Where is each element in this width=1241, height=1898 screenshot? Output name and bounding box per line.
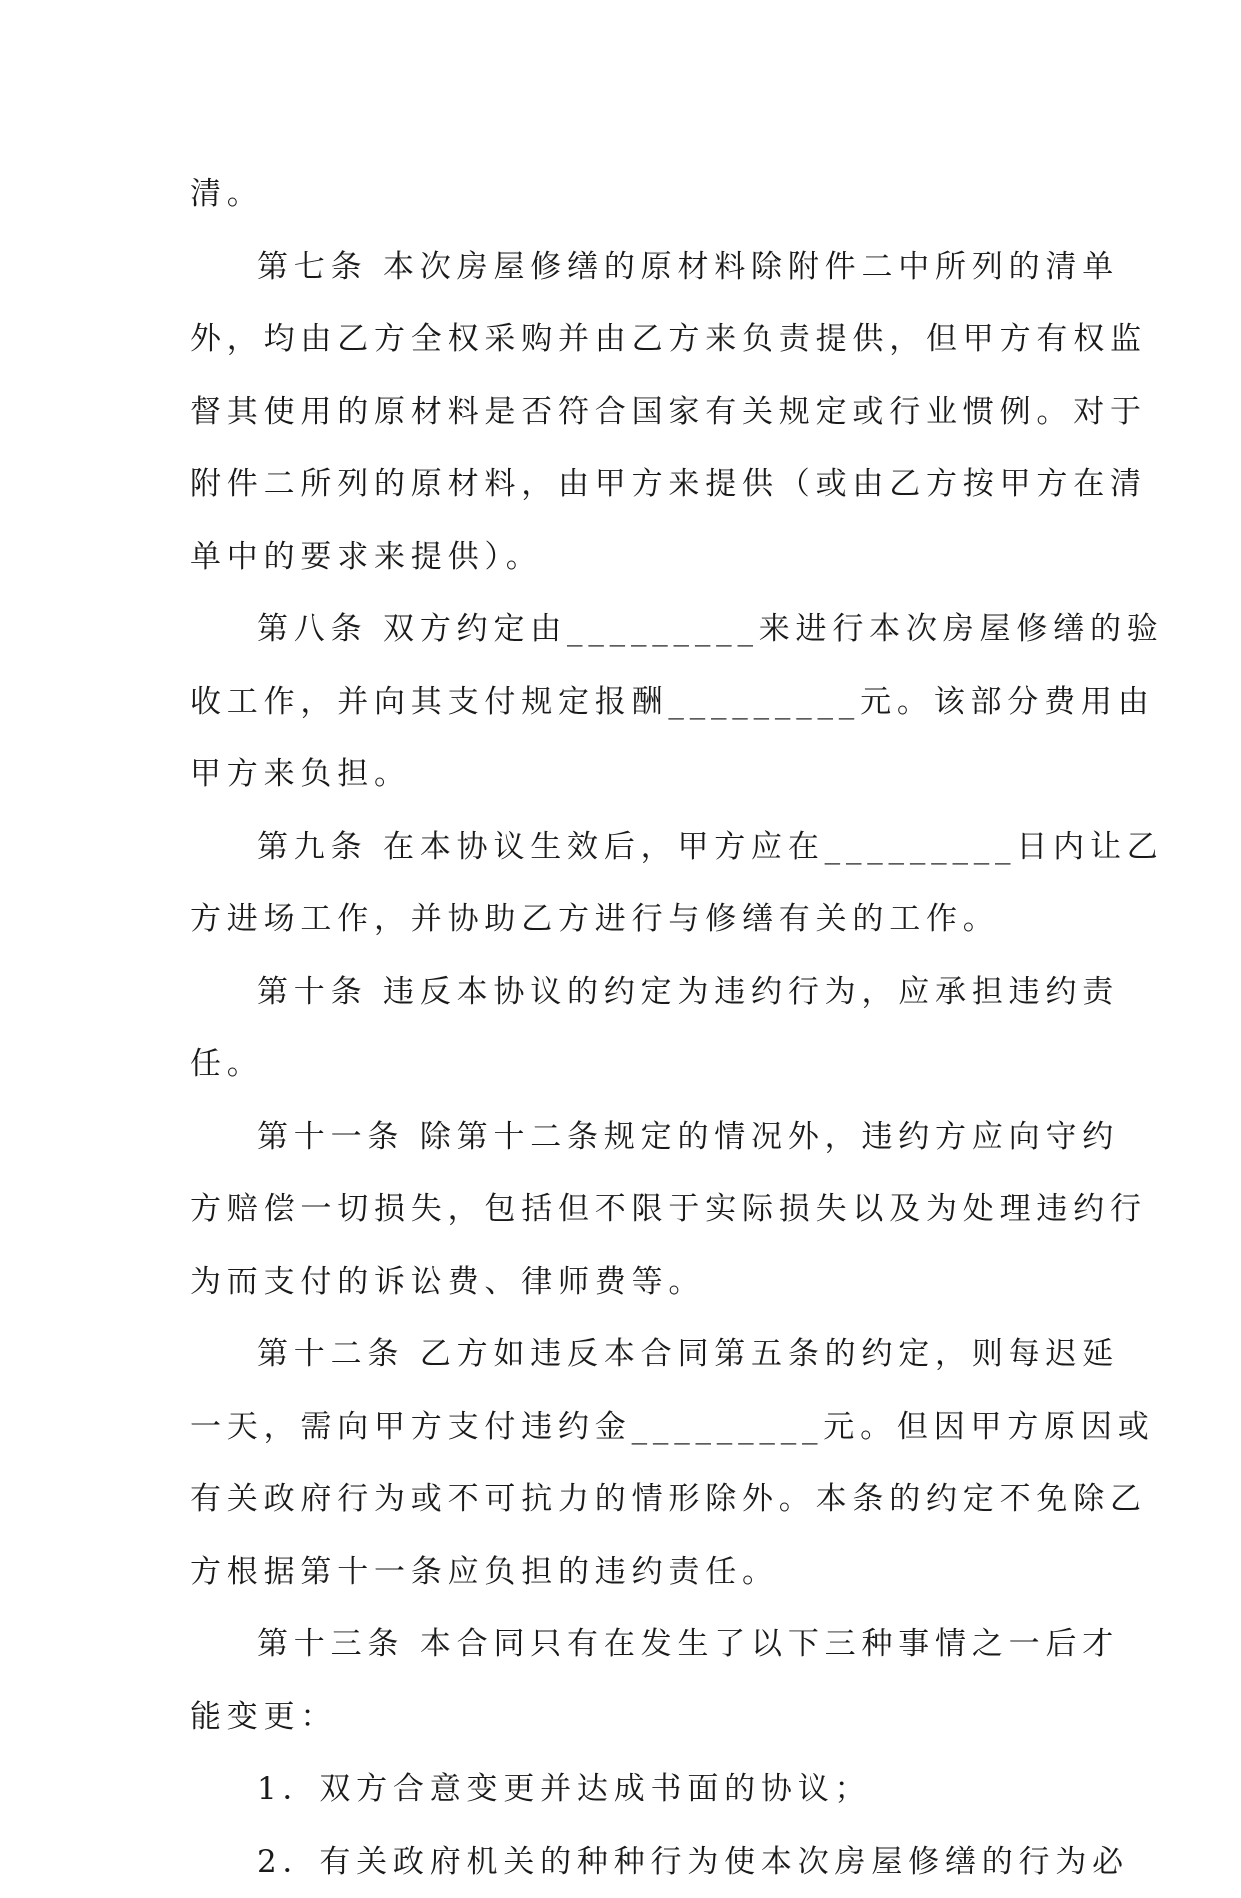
text-line: 第八条 双方约定由_________来进行本次房屋修缮的验: [190, 593, 1052, 666]
text-line: 2．有关政府机关的种种行为使本次房屋修缮的行为必: [190, 1826, 1052, 1898]
text-line: 第九条 在本协议生效后，甲方应在_________日内让乙: [190, 811, 1052, 884]
text-line: 方根据第十一条应负担的违约责任。: [190, 1536, 1052, 1609]
text-line: 方赔偿一切损失，包括但不限于实际损失以及为处理违约行: [190, 1173, 1052, 1246]
text-line: 收工作，并向其支付规定报酬_________元。该部分费用由: [190, 666, 1052, 739]
text-line: 第十一条 除第十二条规定的情况外，违约方应向守约: [190, 1101, 1052, 1174]
text-line: 附件二所列的原材料，由甲方来提供（或由乙方按甲方在清: [190, 448, 1052, 521]
text-line: 有关政府行为或不可抗力的情形除外。本条的约定不免除乙: [190, 1463, 1052, 1536]
text-line: 第十条 违反本协议的约定为违约行为，应承担违约责: [190, 956, 1052, 1029]
text-line: 外，均由乙方全权采购并由乙方来负责提供，但甲方有权监: [190, 303, 1052, 376]
text-line: 第十二条 乙方如违反本合同第五条的约定，则每迟延: [190, 1318, 1052, 1391]
text-line: 能变更：: [190, 1681, 1052, 1754]
text-line: 甲方来负担。: [190, 738, 1052, 811]
text-line: 1．双方合意变更并达成书面的协议；: [190, 1753, 1052, 1826]
text-line: 单中的要求来提供）。: [190, 521, 1052, 594]
text-line: 第十三条 本合同只有在发生了以下三种事情之一后才: [190, 1608, 1052, 1681]
text-line: 为而支付的诉讼费、律师费等。: [190, 1246, 1052, 1319]
text-line: 方进场工作，并协助乙方进行与修缮有关的工作。: [190, 883, 1052, 956]
text-line: 第七条 本次房屋修缮的原材料除附件二中所列的清单: [190, 231, 1052, 304]
text-line: 督其使用的原材料是否符合国家有关规定或行业惯例。对于: [190, 376, 1052, 449]
text-line: 任。: [190, 1028, 1052, 1101]
text-line: 一天，需向甲方支付违约金_________元。但因甲方原因或: [190, 1391, 1052, 1464]
document-body: [190, 158, 1052, 1898]
text-line: 清。: [190, 158, 1052, 231]
